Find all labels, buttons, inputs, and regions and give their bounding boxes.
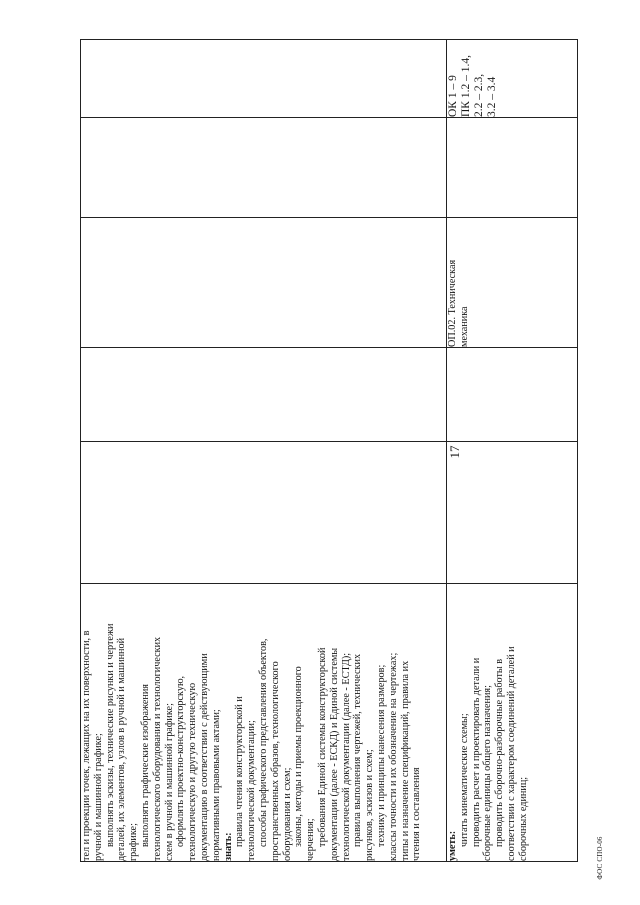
text-line: тел и проекции точек, лежащих на их поверхности, в: [81, 630, 92, 861]
text-line: оформлять проектно-конструкторскую,: [175, 675, 187, 847]
text-line: проводить расчет и проектировать детали и: [470, 657, 482, 847]
competence-line: 2.2 – 2.3,: [473, 73, 485, 117]
empty-cell: [81, 218, 447, 348]
empty-cell: [447, 442, 578, 584]
empty-cell: [447, 348, 578, 442]
text-line: способы графического представления объектов,: [257, 638, 269, 847]
text-line: законы, методы и приемы проекционного: [293, 666, 305, 847]
text-line: правила выполнения чертежей, технических: [352, 653, 364, 847]
text-line: типы и назначение спецификаций, правила их: [399, 660, 411, 861]
text-line: выполнять графические изображения: [139, 684, 151, 847]
text-line: схем в ручной и машинной графике;: [163, 703, 175, 861]
text-line: документацию в соответствии с действующими: [198, 653, 210, 861]
text-line: сборочных единиц;: [517, 776, 529, 861]
text-line: требования Единой системы конструкторской: [316, 647, 328, 847]
table-row: [81, 40, 447, 862]
text-line: оборудования и схем;: [281, 767, 293, 861]
text-line: документации (далее - ЕСКД) и Единой системы: [328, 647, 340, 861]
text-line: сборочные единицы общего назначения;: [482, 685, 494, 861]
competence-cell: [447, 40, 578, 118]
text-line: технику и принципы нанесения размеров;: [375, 664, 387, 847]
empty-cell: [447, 118, 578, 218]
discipline-line: механика: [458, 306, 470, 347]
text-line: черчения;: [305, 818, 317, 861]
can-heading: уметь:: [447, 830, 458, 861]
text-line: соответствии с характером соединений деталей и: [505, 646, 517, 861]
empty-cell: [81, 442, 447, 584]
competence-line: 3.2 – 3.4: [486, 76, 498, 117]
text-line: проводить сборочно-разборочные работы в: [494, 658, 506, 847]
text-line: графике;: [128, 823, 140, 861]
text-line: деталей, их элементов, узлов в ручной и машинной: [116, 637, 128, 861]
text-line: технологического оборудования и технологических: [151, 636, 163, 861]
discipline-cell: [447, 218, 578, 348]
text-line: читать кинематические схемы;: [458, 713, 470, 847]
text-line: чтения и составления: [411, 767, 423, 861]
skills-knowledge-cell: [81, 584, 447, 862]
discipline-line: ОП.02. Техническая: [447, 259, 458, 347]
text-line: пространственных образов, технологического: [269, 661, 281, 861]
footer-code: ФОС СПО-06: [596, 836, 604, 880]
text-line: правила чтения конструкторской и: [234, 696, 246, 847]
page-number: 17: [447, 445, 462, 459]
table-row: [447, 40, 578, 862]
text-line: технологической документации (далее - ЕСТД);: [340, 652, 352, 861]
text-line: технологическую и другую техническую: [187, 682, 199, 861]
text-line: рисунков, эскизов и схем;: [364, 749, 376, 861]
text-line: ручной и машинной графике;: [92, 733, 104, 861]
rotated-table-container: [80, 40, 575, 862]
empty-cell: [81, 40, 447, 118]
competencies-table: [80, 39, 578, 862]
skills-knowledge-cell: [447, 584, 578, 862]
competence-line: ОК 1 – 9: [447, 75, 459, 117]
text-line: выполнять эскизы, технические рисунки и чертежи: [104, 623, 116, 847]
text-line: технологической документации;: [246, 720, 258, 861]
text-line: классы точности и их обозначение на чертежах;: [387, 652, 399, 861]
empty-cell: [81, 118, 447, 218]
competence-line: ПК 1.2 – 1.4,: [460, 55, 472, 117]
text-line: нормативными правовыми актами;: [210, 709, 222, 861]
empty-cell: [81, 348, 447, 442]
know-heading: знать:: [222, 832, 234, 861]
